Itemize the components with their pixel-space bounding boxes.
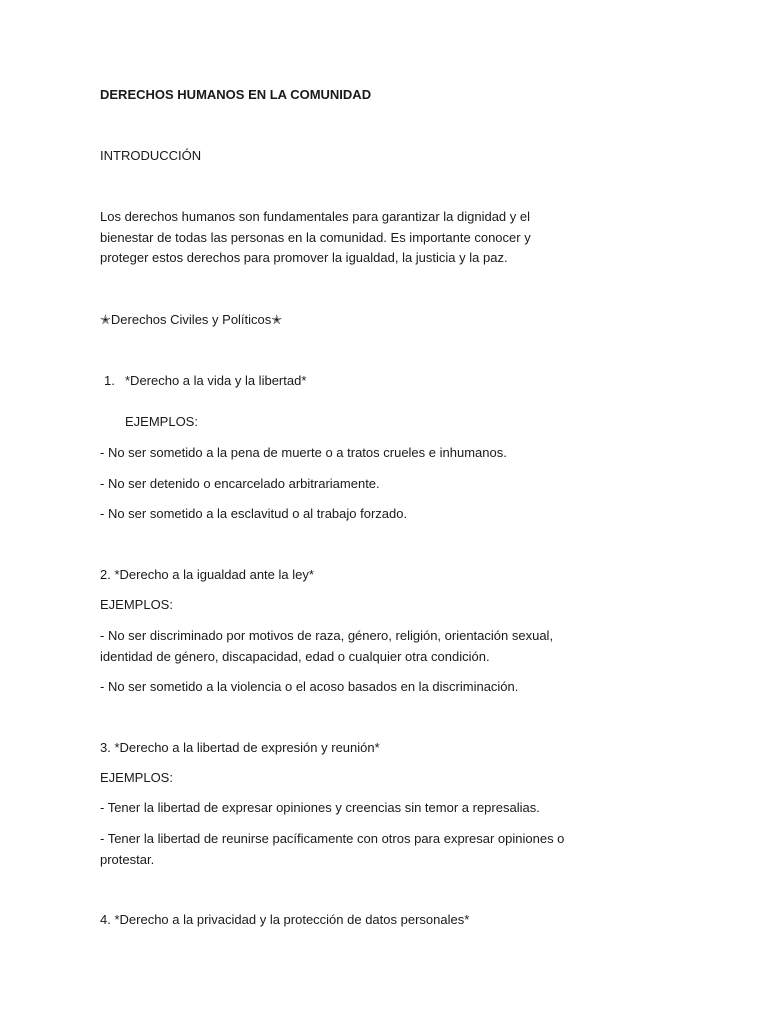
item4-heading: 4. *Derecho a la privacidad y la protección de datos personales* — [100, 912, 470, 927]
section-heading: ✭Derechos Civiles y Políticos✭ — [100, 312, 283, 327]
item1-examples-label: EJEMPLOS: — [125, 414, 198, 429]
item3-example: - Tener la libertad de expresar opiniones y creencias sin temor a represalias. — [100, 800, 540, 815]
item2-example: - No ser discriminado por motivos de raza, género, religión, orientación sexual, identidad de género, discapacidad, edad o cualquier otra condición. — [100, 628, 554, 664]
item2-example: - No ser sometido a la violencia o el acoso basados en la discriminación. — [100, 679, 519, 694]
item1-number: 1. — [104, 373, 115, 388]
item3-examples-label: EJEMPLOS: — [100, 770, 173, 785]
item1-example: - No ser sometido a la pena de muerte o a tratos crueles e inhumanos. — [100, 445, 507, 460]
item2-heading: 2. *Derecho a la igualdad ante la ley* — [100, 567, 314, 582]
document-title: DERECHOS HUMANOS EN LA COMUNIDAD — [100, 87, 372, 102]
item1-example: - No ser sometido a la esclavitud o al trabajo forzado. — [100, 506, 408, 521]
item3-example: - Tener la libertad de reunirse pacíficamente con otros para expresar opiniones o protestar. — [100, 831, 565, 867]
item1-example: - No ser detenido o encarcelado arbitrariamente. — [100, 476, 380, 491]
item1-heading: *Derecho a la vida y la libertad* — [125, 373, 307, 388]
intro-heading: INTRODUCCIÓN — [100, 148, 202, 163]
item2-examples-label: EJEMPLOS: — [100, 597, 173, 612]
item3-heading: 3. *Derecho a la libertad de expresión y reunión* — [100, 740, 380, 755]
intro-paragraph: Los derechos humanos son fundamentales para garantizar la dignidad y el bienestar de todas las personas en la comunidad. Es importante conocer y proteger estos derechos para promover la igualdad, la justicia y la paz. — [100, 209, 531, 265]
